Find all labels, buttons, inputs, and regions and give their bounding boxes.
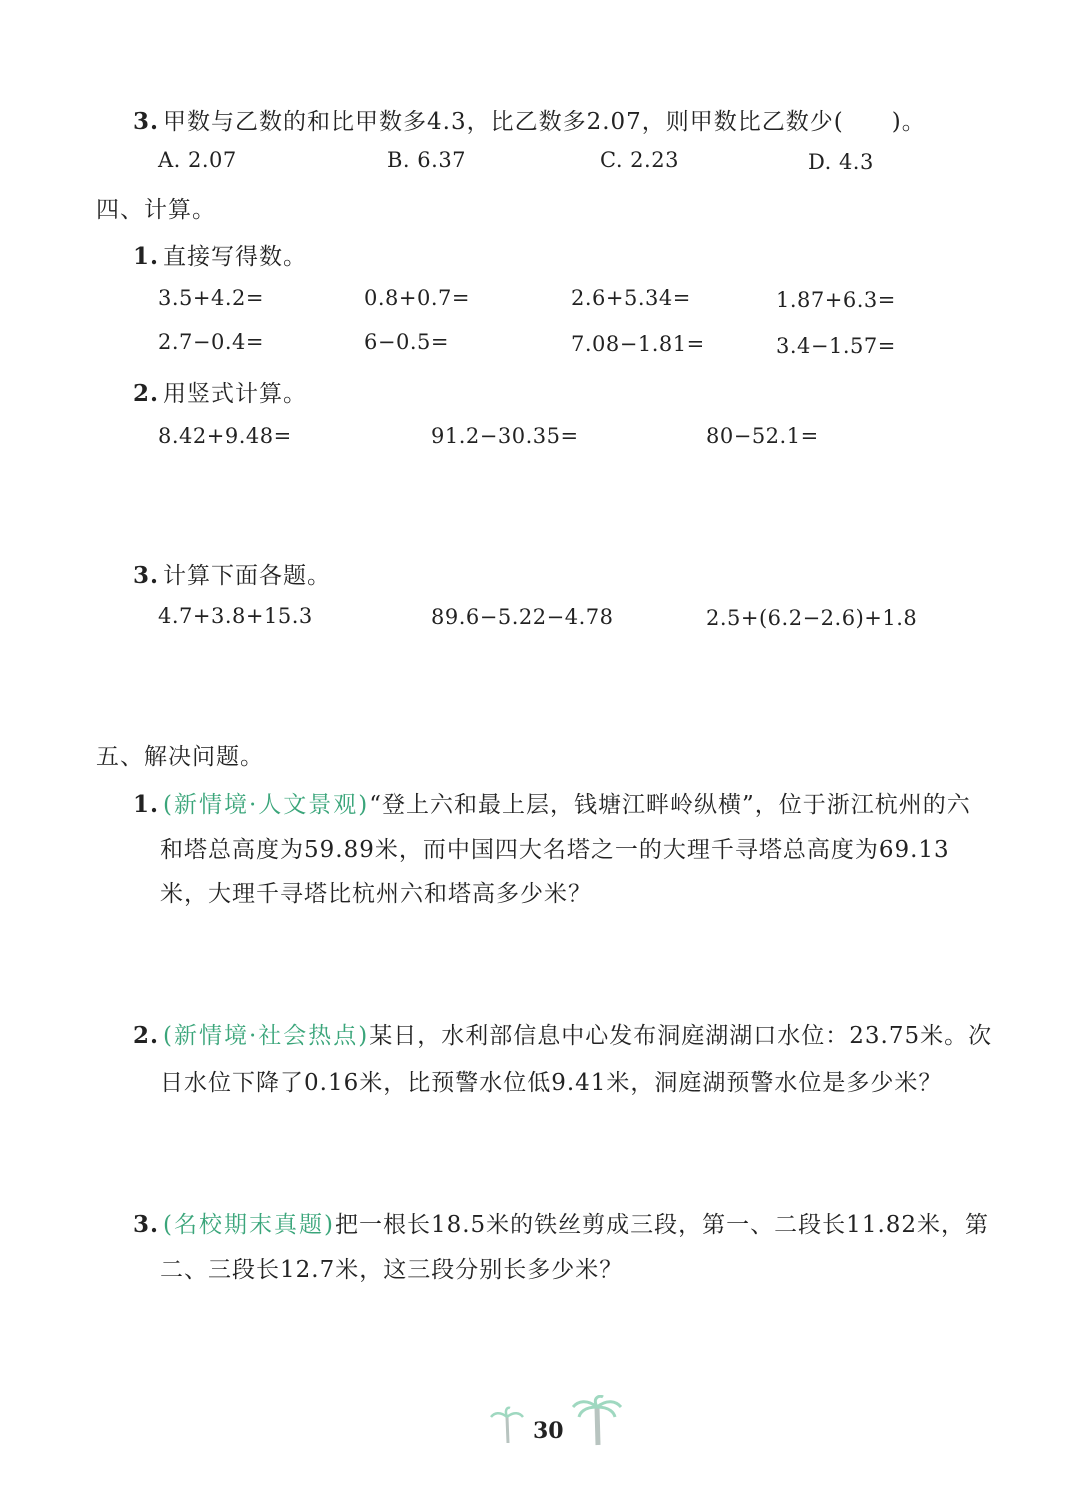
problem-number: 3.: [133, 1211, 160, 1238]
option-b: B. 6.37: [387, 148, 467, 172]
question-number: 3.: [133, 108, 160, 135]
expression: 0.8+0.7=: [364, 286, 470, 310]
problem-5-1-line-3: 米，大理千寻塔比杭州六和塔高多少米？: [160, 881, 592, 907]
expression: 3.4−1.57=: [776, 334, 896, 358]
problem-4-1-heading: [133, 238, 307, 271]
expression: 2.7−0.4=: [158, 330, 264, 354]
expression: 3.5+4.2=: [158, 286, 264, 310]
expression: 2.6+5.34=: [571, 286, 691, 310]
expression: 8.42+9.48=: [158, 424, 292, 448]
context-tag: (名校期末真题): [163, 1212, 335, 1238]
expression: 2.5+(6.2−2.6)+1.8: [706, 606, 918, 630]
problem-5-2-line-1: [133, 1017, 992, 1050]
expression: 4.7+3.8+15.3: [158, 604, 313, 628]
expression: 7.08−1.81=: [571, 332, 705, 356]
question-text: 甲数与乙数的和比甲数多4.3，比乙数多2.07，则甲数比乙数少( )。: [163, 109, 926, 135]
section-5-title: 五、解决问题。: [96, 744, 264, 770]
problem-5-3-line-2: 二、三段长12.7米，这三段分别长多少米？: [160, 1257, 624, 1283]
problem-4-3-heading: [133, 557, 331, 590]
problem-number: 1.: [133, 791, 160, 818]
palm-tree-icon: [490, 1405, 524, 1445]
problem-5-1-line-2: 和塔总高度为59.89米，而中国四大名塔之一的大理千寻塔总高度为69.13: [160, 837, 950, 863]
context-tag: (新情境·人文景观): [163, 792, 370, 818]
expression: 1.87+6.3=: [776, 288, 896, 312]
problem-5-1-line-1: [133, 786, 971, 819]
option-a: A. 2.07: [158, 148, 237, 172]
problem-5-3-line-1: [133, 1206, 989, 1239]
option-d: D. 4.3: [808, 150, 874, 174]
problem-title: 计算下面各题。: [163, 563, 332, 589]
problem-title: 直接写得数。: [163, 244, 308, 270]
problem-text: “登上六和最上层，钱塘江畔岭纵横”，位于浙江杭州的六: [369, 792, 971, 818]
palm-tree-icon: [572, 1395, 622, 1447]
context-tag: (新情境·社会热点): [163, 1023, 370, 1049]
problem-4-2-heading: [133, 375, 307, 408]
expression: 91.2−30.35=: [431, 424, 579, 448]
problem-number: 3.: [133, 562, 160, 589]
option-c: C. 2.23: [600, 148, 679, 172]
section-4-title: 四、计算。: [96, 197, 216, 223]
problem-text: 某日，水利部信息中心发布洞庭湖湖口水位：23.75米。次: [369, 1023, 993, 1049]
problem-5-2-line-2: 日水位下降了0.16米，比预警水位低9.41米，洞庭湖预警水位是多少米？: [160, 1070, 943, 1096]
problem-text: 把一根长18.5米的铁丝剪成三段，第一、二段长11.82米，第: [334, 1212, 990, 1238]
expression: 80−52.1=: [706, 424, 819, 448]
problem-title: 用竖式计算。: [163, 381, 308, 407]
problem-number: 2.: [133, 1022, 160, 1049]
choice-question-3: [133, 103, 926, 136]
expression: 89.6−5.22−4.78: [431, 605, 614, 629]
page-number: 30: [533, 1418, 564, 1444]
expression: 6−0.5=: [364, 330, 449, 354]
problem-number: 2.: [133, 380, 160, 407]
problem-number: 1.: [133, 243, 160, 270]
